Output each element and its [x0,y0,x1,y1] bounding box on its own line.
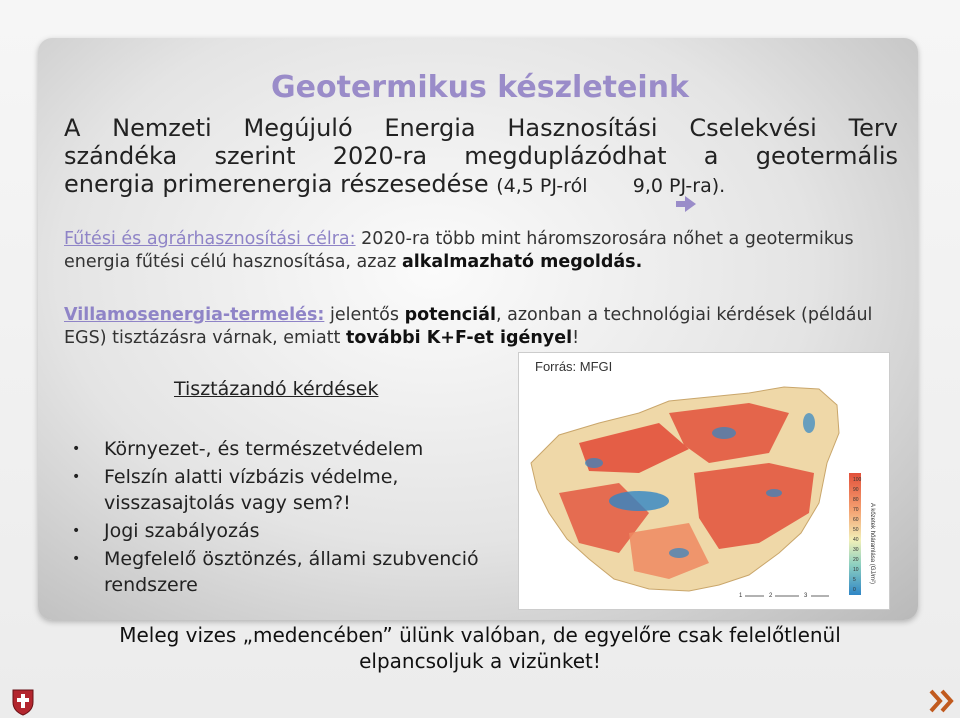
legend-tick: 70 [853,507,859,513]
legend-tick: 0 [853,587,856,593]
scale-label: 3 [804,593,808,599]
right-arrow-icon [676,196,696,212]
legend-tick: 5 [853,577,856,583]
power-bold-1: potenciál [404,305,496,325]
intro-from-value: (4,5 PJ-ról [496,175,588,197]
heating-bold: alkalmazható megoldás. [401,252,643,272]
legend-tick: 60 [853,517,859,523]
list-item: • Környezet-, és természetvédelem [72,436,492,462]
legend-tick: 50 [853,527,859,533]
subheading: Tisztázandó kérdések [174,378,379,400]
power-bold-2: további K+F-et igényel [345,328,573,348]
power-text-1: jelentős [324,305,405,325]
university-crest-icon [8,686,38,716]
scale-label: 1 [739,593,743,599]
legend-axis-label: A kőzetek hőáramlása (GJ/m²) [869,503,875,585]
power-label-link[interactable]: Villamosenergia-termelés: [64,305,325,325]
heating-paragraph [64,228,896,274]
scale-label: 2 [769,593,773,599]
slide-title: Geotermikus készleteink [271,70,689,105]
intro-to-value: 9,0 PJ-ra). [632,175,726,197]
heat-flow-map [518,352,890,610]
intro-line-2: szándéka szerint 2020-ra megduplázódhat a geotermális [64,142,898,170]
footer-line-1: Meleg vizes „medencében” ülünk valóban, de egyelőre csak felelőtlenül [119,623,841,647]
legend-tick: 90 [853,487,859,493]
map-source-label: Forrás: MFGI [535,359,613,374]
legend-tick: 10 [853,567,859,573]
footer-line-2: elpancsoljuk a vizünket! [359,649,601,673]
hungary-map-graphic [519,353,889,609]
legend-tick: 30 [853,547,859,553]
legend-tick: 40 [853,537,859,543]
bullet-list [72,436,492,600]
legend-tick: 80 [853,497,859,503]
footer-text [0,622,960,674]
power-paragraph [64,304,896,350]
list-item: • Jogi szabályozás [72,518,492,544]
heating-text: 2020-ra több mint háromszorosára nőhet a geotermikus energia fűtési célú hasznosítása, azaz [64,229,854,272]
intro-paragraph [64,114,898,200]
list-item: • Felszín alatti vízbázis védelme, visszasajtolás vagy sem?! [72,464,492,516]
power-text-3: ! [572,328,580,348]
intro-line-3-text: energia primerenergia részesedése [64,170,489,198]
intro-line-1: A Nemzeti Megújuló Energia Hasznosítási Cselekvési Terv [64,114,898,142]
legend-tick: 100 [853,477,862,483]
list-item: • Megfelelő ösztönzés, állami szubvenció rendszere [72,546,492,598]
power-text-2: , azonban a technológiai kérdések (például EGS) tisztázásra várnak, emiatt [64,305,873,348]
double-chevron-right-icon[interactable] [928,688,956,714]
legend-tick: 20 [853,557,859,563]
intro-line-3 [64,170,898,200]
heating-label-link[interactable]: Fűtési és agrárhasznosítási célra: [64,229,356,249]
